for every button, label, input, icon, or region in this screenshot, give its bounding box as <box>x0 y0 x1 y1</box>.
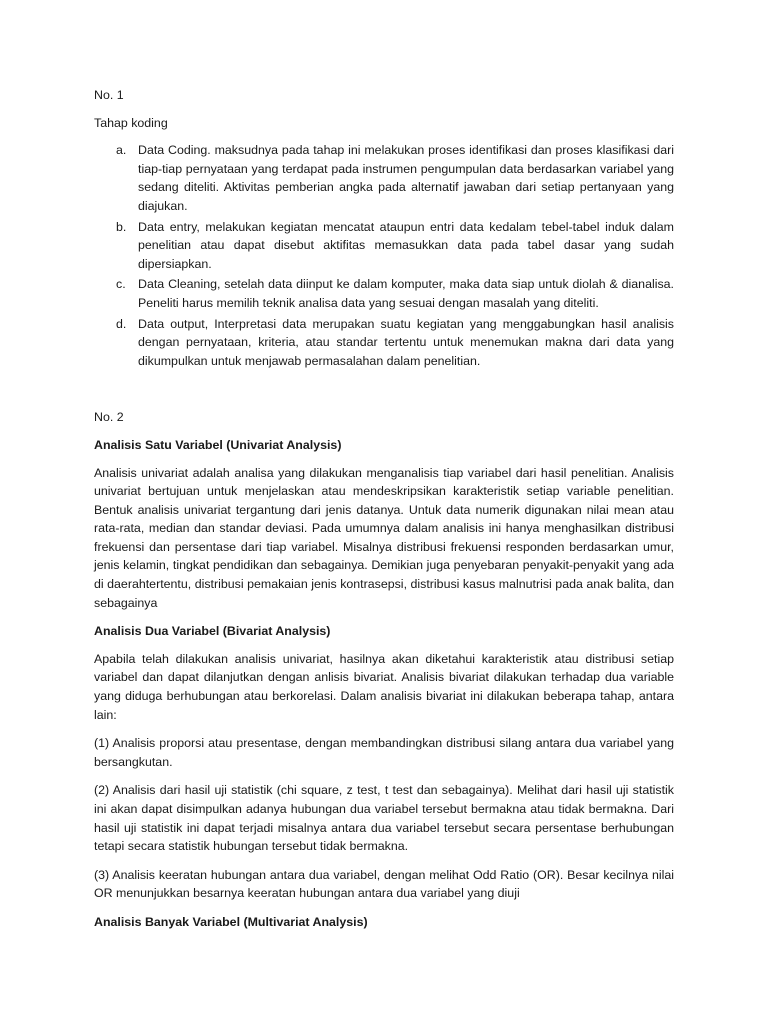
list-item-text: Data Cleaning, setelah data diinput ke dalam komputer, maka data siap untuk diolah & dianalisa. Peneliti harus memilih teknik analisa data yang sesuai dengan masalah yang diteliti. <box>138 277 674 310</box>
list-marker: a. <box>116 143 127 158</box>
list-item <box>94 275 674 312</box>
list-marker: d. <box>116 316 127 331</box>
paragraph-step-3: (3) Analisis keeratan hubungan antara dua variabel, dengan melihat Odd Ratio (OR). Besar kecilnya nilai OR menunjukkan besarnya keeratan hubungan antara dua variabel yang diuji <box>94 867 674 901</box>
coding-steps-list <box>94 141 674 370</box>
list-item-text: Data Coding. maksudnya pada tahap ini melakukan proses identifikasi dan proses klasifikasi dari tiap-tiap pernyataan yang terdapat pada instrumen pengumpulan data berdasarkan variabel yang sedang diteliti. Aktivitas pemberian angka pada alternatif jawaban dari setiap pertanyaan yang diajukan. <box>138 143 674 213</box>
list-item-text: Data output, Interpretasi data merupakan suatu kegiatan yang menggabungkan hasil analisis dengan pernyataan, kriteria, atau standar tertentu untuk menemukan makna dari data yang dikumpulkan untuk menjawab permasalahan dalam penelitian. <box>138 316 674 368</box>
paragraph-step-1: (1) Analisis proporsi atau presentase, dengan membandingkan distribusi silang antara dua variabel yang bersangkutan. <box>94 736 674 769</box>
list-item-text: Data entry, melakukan kegiatan mencatat ataupun entri data kedalam tebel-tabel induk dalam penelitian atau dapat disebut aktifitas memasukkan data pada tabel dasar yang sudah dipersiapkan. <box>138 219 674 271</box>
heading-univariate: Analisis Satu Variabel (Univariat Analysis) <box>94 437 342 452</box>
document-body <box>94 86 674 941</box>
list-marker: c. <box>116 277 126 292</box>
list-item <box>94 141 674 215</box>
paragraph-step-2: (2) Analisis dari hasil uji statistik (chi square, z test, t test dan sebagainya). Melihat dari hasil uji statistik ini akan dapat disimpulkan adanya hubungan dua variabel tersebut bermakna atau tidak bermakna. Dari hasil uji statistik ini dapat terjadi misalnya antara dua variabel tersebut secara persentase berhubungan tetapi secara statistik hubungan tersebut tidak bermakna. <box>94 783 674 854</box>
list-marker: b. <box>116 219 127 234</box>
section-number-1: No. 1 <box>94 88 124 102</box>
section-heading-tahap-koding: Tahap koding <box>94 115 168 130</box>
list-item <box>94 218 674 274</box>
paragraph-bivariate: Apabila telah dilakukan analisis univariat, hasilnya akan diketahui karakteristik atau distribusi setiap variabel dan dapat dilanjutkan dengan anlisis bivariat. Analisis bivariat dilakukan terhadap dua variable yang diduga berhubungan atau berkorelasi. Dalam analisis bivariat ini dilakukan beberapa tahap, antara lain: <box>94 651 674 722</box>
section-number-2: No. 2 <box>94 410 124 425</box>
heading-bivariate: Analisis Dua Variabel (Bivariat Analysis) <box>94 624 331 639</box>
paragraph-univariate: Analisis univariat adalah analisa yang dilakukan menganalisis tiap variabel dari hasil penelitian. Analisis univariat bertujuan untuk menjelaskan atau mendeskripsikan karakteristik setiap variable penelitian. Bentuk analisis univariat tergantung dari jenis datanya. Untuk data numerik digunakan nilai mean atau rata-rata, median dan standar deviasi. Pada umumnya dalam analisis ini hanya menghasilkan distribusi frekuensi dan persentase dari tiap variabel. Misalnya distribusi frekuensi responden berdasarkan umur, jenis kelamin, tingkat pendidikan dan sebagainya. Demikian juga penyebaran penyakit-penyakit yang ada di daerahtertentu, distribusi pemakaian jenis kontrasepsi, distribusi kasus malnutrisi pada anak balita, dan sebagainya <box>94 465 674 610</box>
heading-multivariate: Analisis Banyak Variabel (Multivariat Analysis) <box>94 914 368 929</box>
list-item <box>94 315 674 371</box>
